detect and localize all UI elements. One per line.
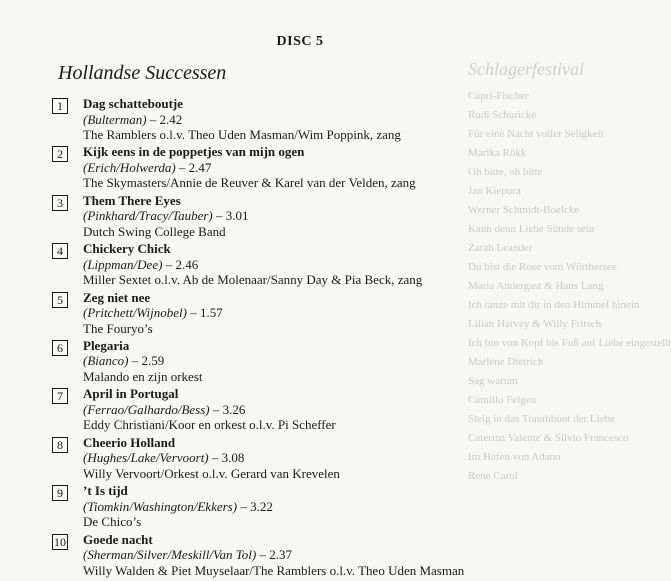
album-title: Hollandse Successen (58, 62, 227, 84)
bleed-line: Rene Carol (468, 470, 518, 482)
bleed-line: Oh bitte, oh bitte (468, 166, 543, 178)
track-info (83, 386, 336, 433)
track-credits (83, 402, 336, 418)
track-composers: (Hughes/Lake/Vervoort) (83, 450, 209, 466)
track-item (52, 532, 572, 580)
track-number: 4 (52, 243, 68, 259)
track-performers: De Chico’s (83, 514, 142, 530)
bleed-line: Marika Rökk (468, 147, 527, 159)
bleed-line: Capri-Fischer (468, 90, 529, 102)
track-list (52, 96, 572, 580)
track-info (83, 144, 416, 191)
bleed-line: Kann denn Liebe Sünde sein (468, 223, 595, 235)
track-title: Zeg niet nee (83, 289, 151, 305)
track-performers: Malando en zijn orkest (83, 368, 203, 384)
track-item (52, 435, 572, 483)
bleed-through-title: Schlagerfestival (468, 59, 584, 79)
track-duration: – 3.26 (209, 401, 246, 417)
track-item (52, 96, 572, 144)
disc-label: DISC 5 (276, 34, 324, 49)
track-composers: (Erich/Holwerda) (83, 159, 176, 175)
bleed-line: Jan Kiepura (468, 185, 521, 197)
track-composers: (Pritchett/Wijnobel) (83, 305, 187, 321)
track-credits (83, 160, 416, 176)
bleed-line: Werner Schmidt-Boelcke (468, 204, 580, 216)
track-duration: – 2.42 (146, 111, 183, 127)
bleed-line: Für eine Nacht voller Seligkeit (468, 128, 604, 140)
track-item (52, 241, 572, 289)
track-credits (83, 499, 273, 515)
track-performers: Willy Walden & Piet Muyselaar/The Ramblers o.l.v. Theo Uden Masman (83, 562, 465, 578)
track-duration: – 2.37 (256, 547, 292, 563)
track-info (83, 96, 401, 143)
track-credits (83, 547, 464, 563)
bleed-line: Lilian Harvey & Willy Fritsch (468, 318, 602, 330)
bleed-line: Ich tanze mit dir in den Himmel hinein (468, 299, 640, 311)
bleed-line: Caterina Valente & Silvio Francesco (468, 432, 629, 444)
track-duration: – 2.46 (162, 256, 199, 272)
track-title: Goede nacht (83, 531, 153, 547)
bleed-line: Sag warum (468, 375, 518, 387)
bleed-line: Marlene Dietrich (468, 356, 544, 368)
track-info (83, 241, 422, 288)
bleed-line: Zarah Leander (468, 242, 533, 254)
track-performers: Eddy Christiani/Koor en orkest o.l.v. Pi Scheffer (83, 417, 336, 433)
track-number: 2 (52, 146, 68, 162)
track-performers: Dutch Swing College Band (83, 223, 226, 239)
track-composers: (Ferrao/Galhardo/Bess) (83, 401, 210, 417)
track-title: Plegaria (83, 337, 130, 353)
track-duration: – 3.22 (237, 498, 273, 514)
track-composers: (Sherman/Silver/Meskill/Van Tol) (83, 547, 257, 563)
track-title: Chickery Chick (83, 241, 171, 257)
track-composers: (Bianco) (83, 353, 129, 369)
track-title: ’t Is tijd (83, 483, 128, 499)
track-credits (83, 112, 401, 128)
track-item (52, 483, 572, 531)
bleed-line: Ich bin von Kopf bis Fuß auf Liebe eingestellt (468, 337, 671, 349)
track-performers: The Fouryo’s (83, 320, 153, 336)
track-item (52, 144, 572, 192)
bleed-line: Steig in das Traumboot der Liebe (468, 413, 615, 425)
track-number: 7 (52, 388, 68, 404)
bleed-line: Camillo Felgen (468, 394, 537, 406)
track-composers: (Pinkhard/Tracy/Tauber) (83, 208, 213, 224)
bleed-line: Rudi Schuricke (468, 109, 537, 121)
track-number: 10 (54, 534, 66, 549)
track-credits (83, 353, 203, 369)
track-number: 6 (52, 340, 68, 356)
track-credits (83, 450, 340, 466)
track-credits (83, 208, 249, 224)
track-credits (83, 305, 223, 321)
track-duration: – 3.08 (208, 450, 245, 466)
track-info (83, 338, 203, 385)
track-number: 3 (52, 195, 68, 211)
track-composers: (Tiomkin/Washington/Ekkers) (83, 498, 238, 514)
track-credits (83, 257, 422, 273)
track-info (83, 290, 223, 337)
track-title: Dag schatteboutje (83, 96, 184, 111)
track-title: Cheerio Holland (83, 434, 176, 450)
track-number: 8 (52, 437, 68, 453)
track-number: 9 (52, 485, 68, 501)
track-composers: (Lippman/Dee) (83, 256, 163, 272)
track-duration: – 3.01 (212, 208, 249, 224)
track-performers: Miller Sextet o.l.v. Ab de Molenaar/Sanny Day & Pia Beck, zang (83, 272, 423, 288)
track-item (52, 193, 572, 241)
track-title: Them There Eyes (83, 192, 181, 208)
track-item (52, 290, 572, 338)
track-info (83, 193, 249, 240)
track-duration: – 1.57 (186, 305, 223, 321)
track-composers: (Bulterman) (83, 111, 147, 127)
track-title: Kijk eens in de poppetjes van mijn ogen (83, 144, 305, 160)
track-duration: – 2.47 (175, 159, 212, 175)
bleed-line: Du bist die Rose vom Wörthersee (468, 261, 617, 273)
track-item (52, 386, 572, 434)
track-item (52, 338, 572, 386)
track-duration: – 2.59 (128, 353, 165, 369)
bleed-line: Maria Andergast & Hans Lang (468, 280, 604, 292)
track-performers: The Skymasters/Annie de Reuver & Karel van der Velden, zang (83, 175, 416, 191)
track-info (83, 483, 273, 530)
track-info (83, 435, 340, 482)
track-performers: The Ramblers o.l.v. Theo Uden Masman/Wim Poppink, zang (83, 127, 401, 142)
bleed-line: Im Hafen von Adano (468, 451, 561, 463)
track-number: 1 (52, 98, 68, 114)
track-title: April in Portugal (83, 386, 179, 402)
track-number: 5 (52, 292, 68, 308)
track-info (83, 532, 464, 579)
track-performers: Willy Vervoort/Orkest o.l.v. Gerard van Krevelen (83, 465, 340, 481)
